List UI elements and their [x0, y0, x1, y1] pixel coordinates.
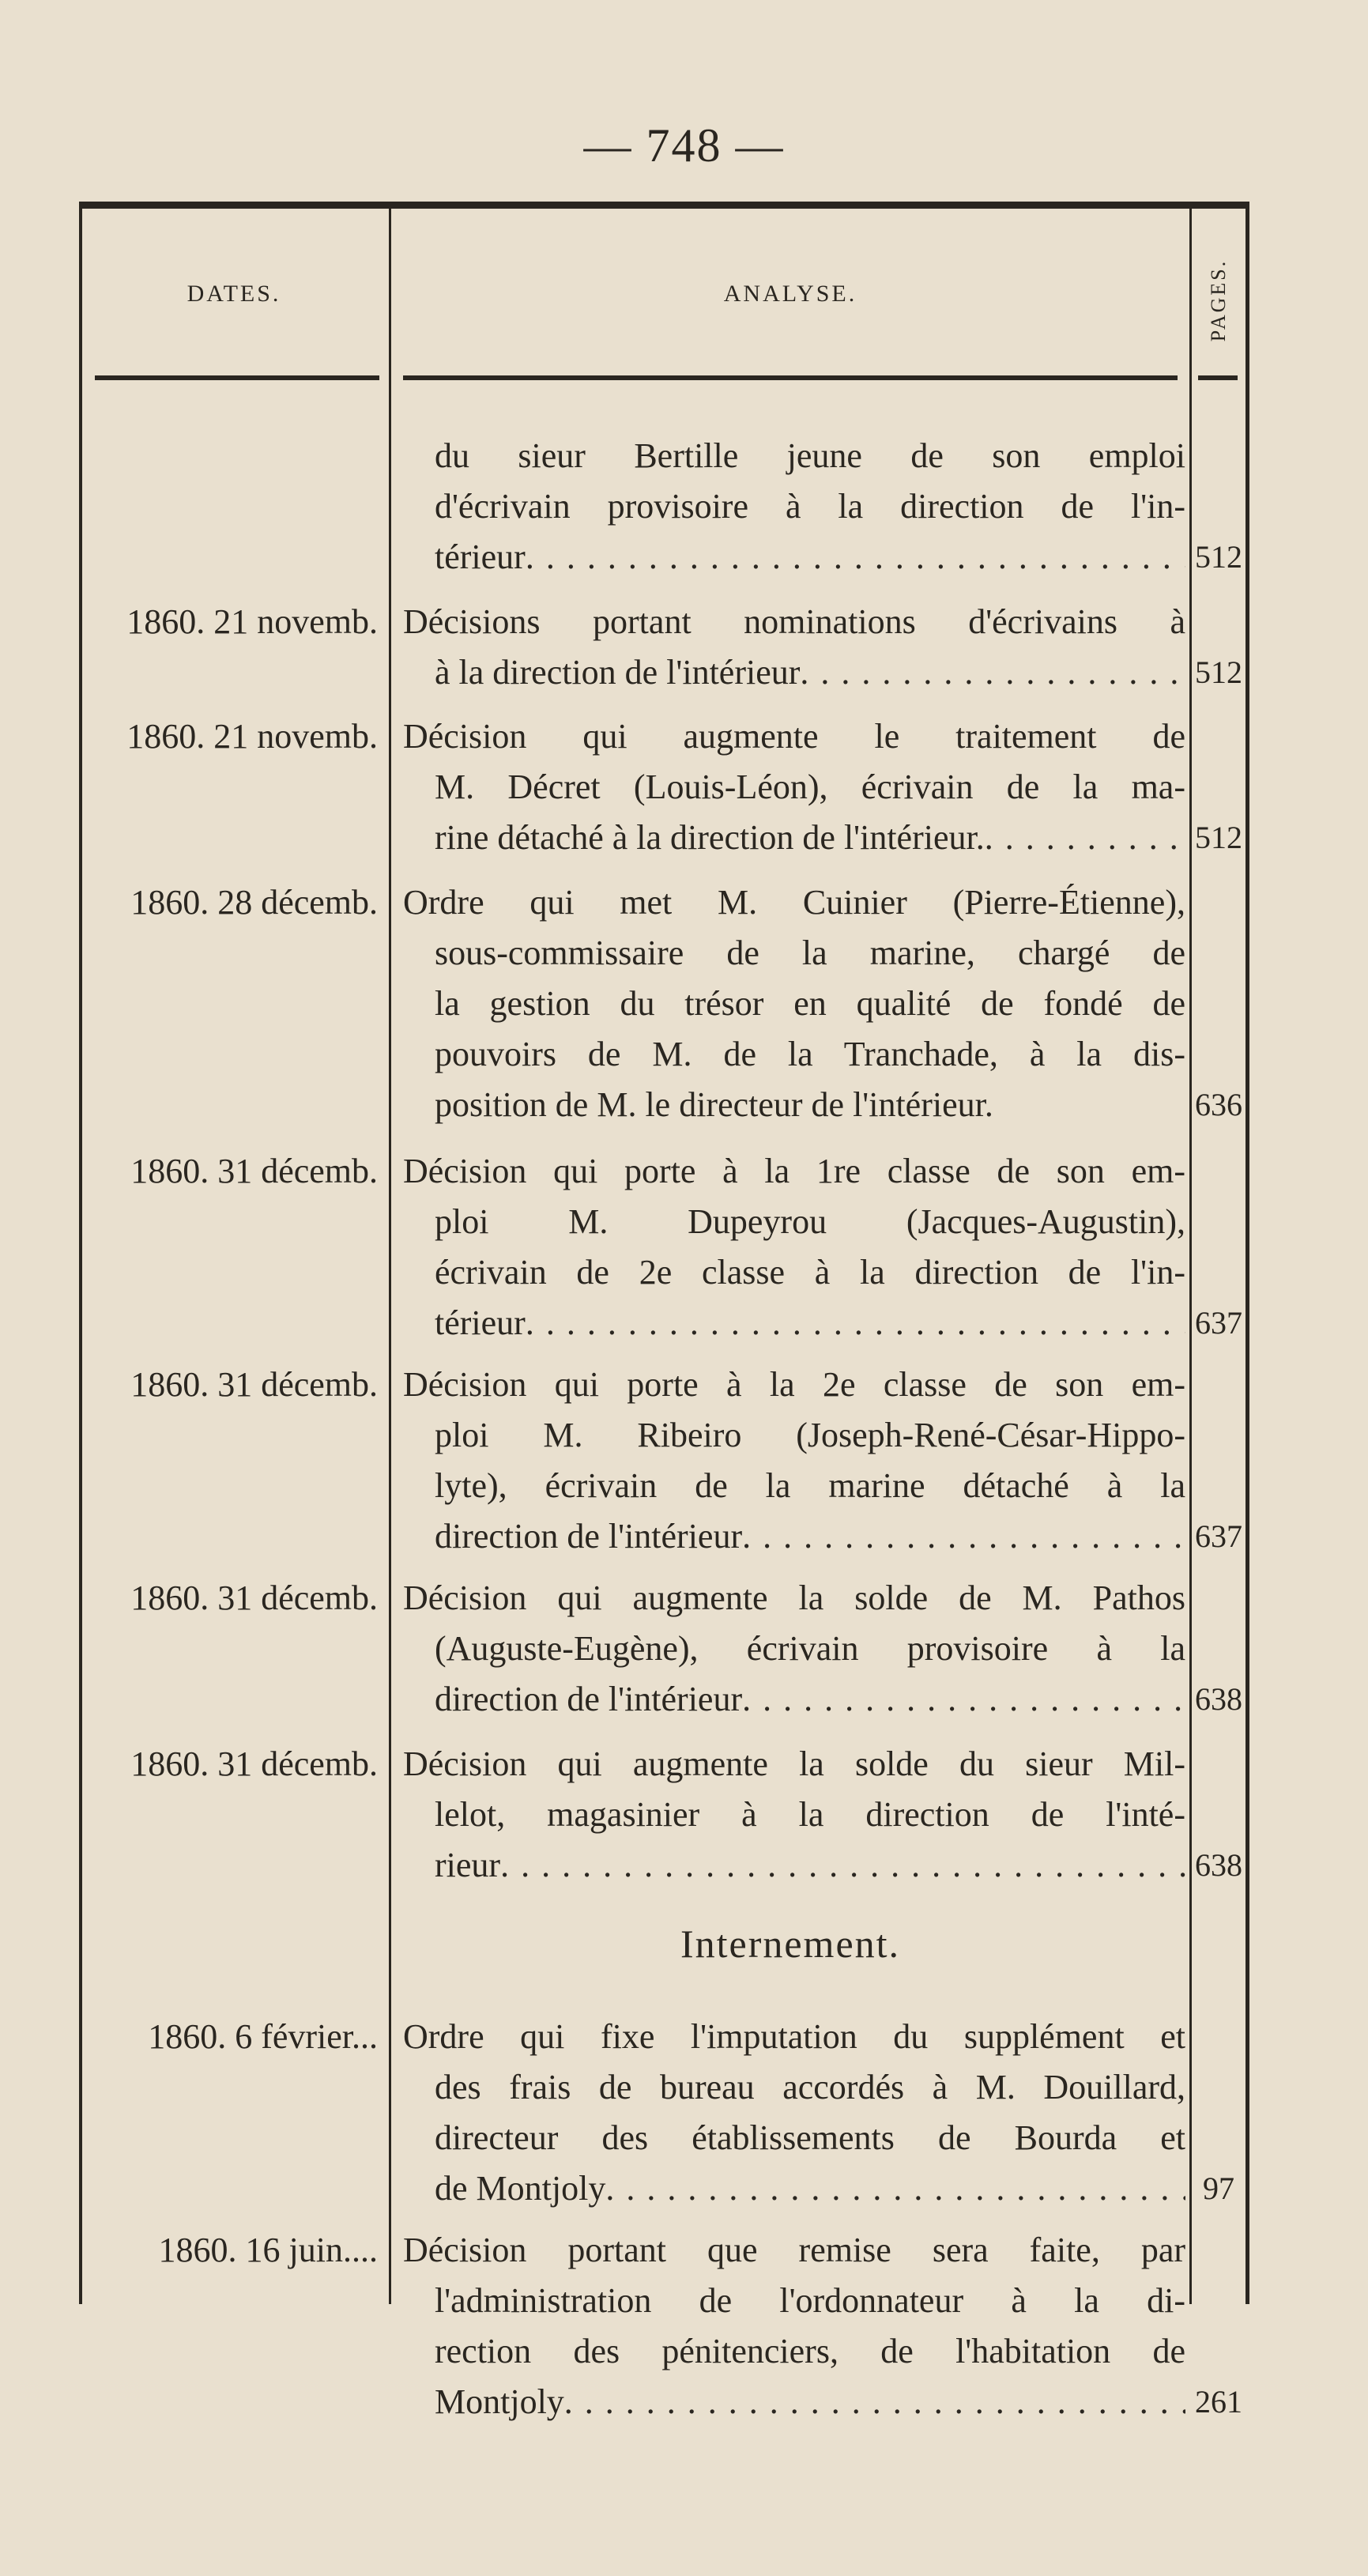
page-reference: 638	[1195, 1681, 1242, 1717]
leader-dots	[500, 1840, 1185, 1891]
entry-line: Ordre qui met M. Cuinier (Pierre-Étienne),	[403, 883, 1185, 922]
entry-text	[403, 597, 1185, 698]
entry-last-line	[403, 813, 1185, 863]
header-pages	[1192, 237, 1246, 364]
entry-text	[403, 1360, 1185, 1562]
entry-line: lyte), écrivain de la marine détaché à la	[435, 1466, 1185, 1505]
entry-line: Décisions portant nominations d'écrivains à	[403, 602, 1185, 641]
page-reference: 512	[1195, 820, 1242, 855]
leader-dots	[742, 1674, 1185, 1725]
entry-line: (Auguste-Eugène), écrivain provisoire à la	[435, 1629, 1185, 1668]
entry-date: 1860. 16 juin....	[158, 2231, 378, 2269]
header-rule-pages	[1198, 375, 1238, 380]
entry-text	[403, 1146, 1185, 1348]
entry-text	[403, 711, 1185, 863]
entry-line: des frais de bureau accordés à M. Douillard,	[435, 2068, 1185, 2106]
column-rule-right	[1246, 202, 1249, 2304]
entry-line: directeur des établissements de Bourda et	[435, 2118, 1185, 2157]
page-reference: 637	[1195, 1518, 1242, 1554]
entry-date: 1860. 28 décemb.	[130, 883, 378, 922]
entry-line: écrivain de 2e classe à la direction de l'in-	[435, 1253, 1185, 1292]
entry-date: 1860. 31 décemb.	[130, 1152, 378, 1190]
leader-dots	[605, 2163, 1185, 2214]
entry-date: 1860. 31 décemb.	[130, 1578, 378, 1617]
entry-line: l'administration de l'ordonnateur à la di-	[435, 2281, 1185, 2320]
leader-dots	[526, 532, 1185, 583]
header-rule-dates	[95, 375, 379, 380]
entry-text	[403, 2225, 1185, 2427]
page-reference: 638	[1195, 1847, 1242, 1883]
entry-line: Montjoly	[435, 2382, 564, 2421]
entry-line: à la direction de l'intérieur	[435, 653, 801, 692]
entry-line: la gestion du trésor en qualité de fondé de	[435, 984, 1185, 1023]
entry-last-line	[403, 2377, 1185, 2427]
entry-text	[403, 431, 1185, 583]
column-rule-dates	[389, 202, 391, 2304]
header-analyse: ANALYSE.	[723, 281, 857, 307]
entry-line: rieur	[435, 1846, 501, 1884]
entry-line: Ordre qui fixe l'imputation du supplément et	[403, 2017, 1185, 2056]
entry-line: direction de l'intérieur	[435, 1517, 743, 1556]
entry-date: 1860. 6 février...	[148, 2017, 378, 2056]
section-title: Internement.	[680, 1922, 901, 1966]
leader-dots	[985, 813, 1185, 863]
entry-line: Décision portant que remise sera faite, par	[403, 2231, 1185, 2269]
entry-line: rine détaché à la direction de l'intérieur.	[435, 818, 985, 857]
entry-line: position de M. le directeur de l'intérieur.	[435, 1085, 993, 1124]
entry-line: lelot, magasinier à la direction de l'inté-	[435, 1795, 1185, 1834]
entry-date: 1860. 21 novemb.	[126, 717, 378, 756]
header-pages-label: PAGES.	[1207, 258, 1230, 342]
entry-line: sous-commissaire de la marine, chargé de	[435, 933, 1185, 972]
entry-line: térieur	[435, 537, 526, 576]
page-reference: 637	[1195, 1305, 1242, 1341]
entry-line: Décision qui augmente la solde de M. Pathos	[403, 1578, 1185, 1617]
entry-date: 1860. 21 novemb.	[126, 602, 378, 641]
entry-line: térieur	[435, 1303, 526, 1342]
entry-line: d'écrivain provisoire à la direction de l'in-	[435, 487, 1185, 526]
page-reference: 97	[1203, 2171, 1234, 2206]
entry-line: ploi M. Ribeiro (Joseph-René-César-Hippo-	[435, 1416, 1185, 1454]
leader-dots	[564, 2377, 1185, 2427]
entry-text	[403, 877, 1185, 1130]
entry-last-line	[403, 2163, 1185, 2214]
column-rule-left	[79, 202, 82, 2304]
entry-line: Décision qui porte à la 1re classe de son em-	[403, 1152, 1185, 1190]
entry-line: ploi M. Dupeyrou (Jacques-Augustin),	[435, 1202, 1185, 1241]
index-table	[79, 202, 1249, 2421]
header-dates: DATES.	[187, 281, 281, 307]
leader-dots	[800, 647, 1185, 698]
entry-line: du sieur Bertille jeune de son emploi	[435, 436, 1185, 475]
entry-last-line	[403, 1298, 1185, 1348]
entry-last-line	[403, 1674, 1185, 1725]
entry-text	[403, 1573, 1185, 1725]
column-rule-analyse	[1189, 202, 1192, 2304]
page-reference: 512	[1195, 654, 1242, 690]
entry-date: 1860. 31 décemb.	[130, 1365, 378, 1404]
page-reference: 512	[1195, 539, 1242, 575]
leader-dots	[526, 1298, 1185, 1348]
header-rule-analyse	[403, 375, 1178, 380]
entry-line: M. Décret (Louis-Léon), écrivain de la ma-	[435, 768, 1185, 806]
entry-last-line	[403, 532, 1185, 583]
page-reference: 261	[1195, 2384, 1242, 2419]
entry-line: rection des pénitenciers, de l'habitation de	[435, 2332, 1185, 2370]
entry-line: Décision qui augmente le traitement de	[403, 717, 1185, 756]
entry-last-line	[403, 1511, 1185, 1562]
top-rule	[79, 202, 1249, 209]
entry-line: pouvoirs de M. de la Tranchade, à la dis-	[435, 1035, 1185, 1073]
entry-last-line	[403, 1840, 1185, 1891]
entry-date: 1860. 31 décemb.	[130, 1744, 378, 1783]
entry-text	[403, 2012, 1185, 2214]
page-number: — 748 —	[583, 119, 785, 172]
entry-line: Décision qui porte à la 2e classe de son em-	[403, 1365, 1185, 1404]
page-reference: 636	[1195, 1087, 1242, 1122]
leader-dots	[742, 1511, 1185, 1562]
entry-last-line	[403, 647, 1185, 698]
entry-line: Décision qui augmente la solde du sieur Mil-	[403, 1744, 1185, 1783]
entry-line: de Montjoly	[435, 2169, 606, 2208]
entry-line: direction de l'intérieur	[435, 1680, 743, 1718]
entry-text	[403, 1739, 1185, 1891]
